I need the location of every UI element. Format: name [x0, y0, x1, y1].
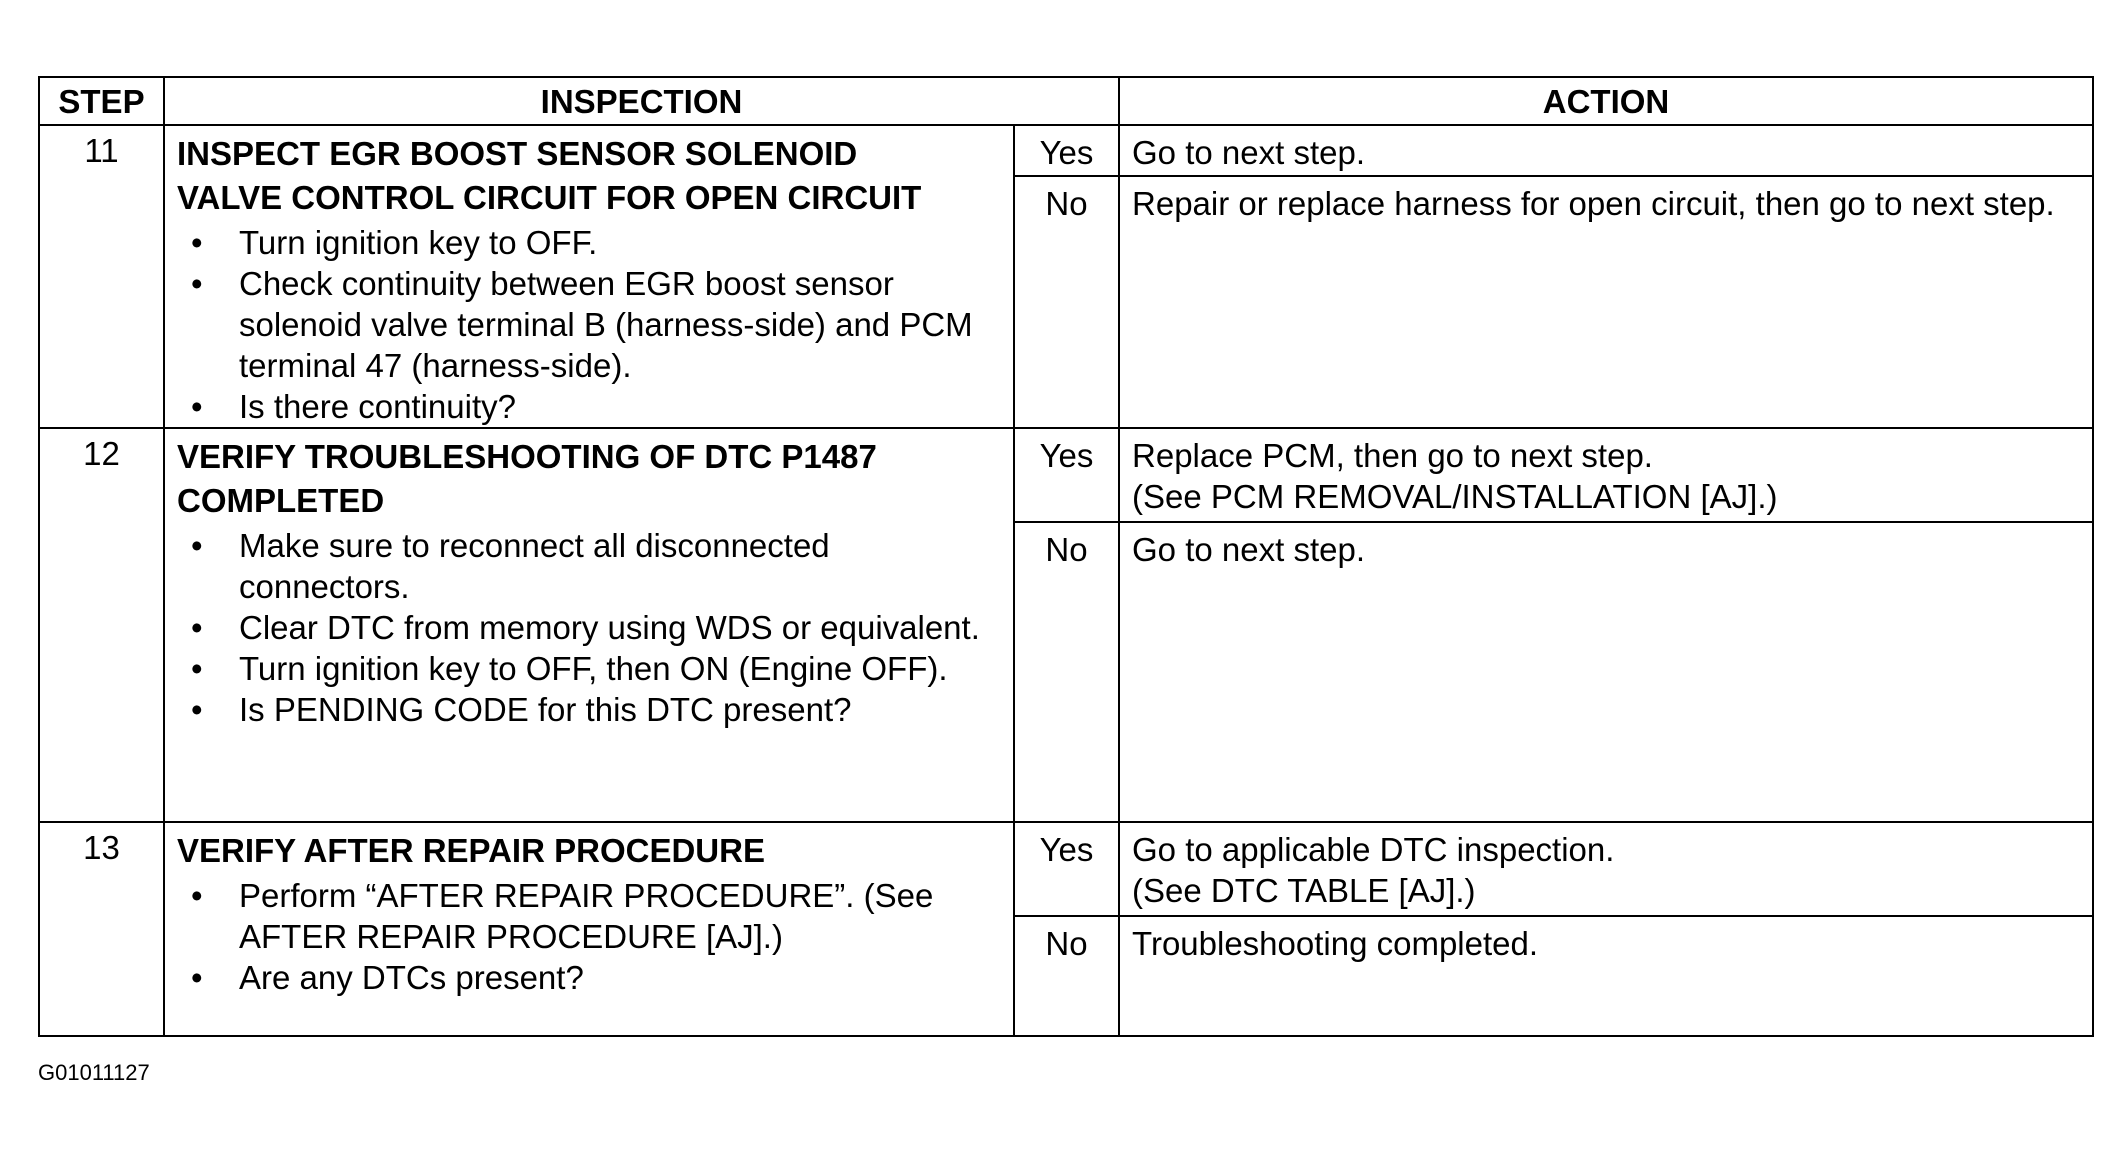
yes-label: Yes: [1014, 125, 1119, 176]
no-label: No: [1014, 916, 1119, 1036]
action-line: Replace PCM, then go to next step.: [1132, 437, 1653, 474]
no-action: [1119, 522, 2093, 822]
step-number: 11: [39, 125, 164, 428]
inspection-bullet: • Is there continuity?: [177, 386, 1003, 427]
inspection-cell: [164, 125, 1014, 428]
inspection-bullet: • Perform “AFTER REPAIR PROCEDURE”. (See AFTER REPAIR PROCEDURE [AJ].): [177, 875, 1003, 957]
yes-label: Yes: [1014, 428, 1119, 522]
inspection-title-line: VALVE CONTROL CIRCUIT FOR OPEN CIRCUIT: [177, 179, 922, 216]
inspection-cell: [164, 428, 1014, 822]
no-label: No: [1014, 522, 1119, 822]
yes-action: [1119, 125, 2093, 176]
inspection-bullet: • Clear DTC from memory using WDS or equivalent.: [177, 607, 1003, 648]
yes-label: Yes: [1014, 822, 1119, 916]
action-line: Go to next step.: [1132, 134, 1365, 171]
inspection-title: [177, 435, 1003, 523]
inspection-bullet: • Check continuity between EGR boost sensor solenoid valve terminal B (harness-side) and PCM terminal 47 (harness-side).: [177, 263, 1003, 386]
action-line: (See DTC TABLE [AJ].): [1132, 872, 1476, 909]
no-action: [1119, 176, 2093, 428]
inspection-bullet: • Make sure to reconnect all disconnected connectors.: [177, 525, 1003, 607]
inspection-bullet: • Are any DTCs present?: [177, 957, 1003, 998]
yes-action: [1119, 428, 2093, 522]
inspection-title-line: VERIFY AFTER REPAIR PROCEDURE: [177, 832, 765, 869]
action-line: Go to applicable DTC inspection.: [1132, 831, 1615, 868]
action-line: Repair or replace harness for open circuit, then go to next step.: [1132, 185, 2055, 223]
action-line: (See PCM REMOVAL/INSTALLATION [AJ].): [1132, 478, 1778, 515]
table-row: [39, 125, 2093, 176]
inspection-bullet: • Turn ignition key to OFF.: [177, 222, 1003, 263]
step-number: 12: [39, 428, 164, 822]
step-number: 13: [39, 822, 164, 1036]
inspection-title-line: COMPLETED: [177, 482, 385, 519]
action-line: Troubleshooting completed.: [1132, 925, 1539, 962]
yes-action: [1119, 822, 2093, 916]
inspection-title-line: INSPECT EGR BOOST SENSOR SOLENOID: [177, 135, 858, 172]
inspection-bullet: • Is PENDING CODE for this DTC present?: [177, 689, 1003, 730]
inspection-bullet: • Turn ignition key to OFF, then ON (Engine OFF).: [177, 648, 1003, 689]
action-header: ACTION: [1119, 77, 2093, 125]
inspection-title: [177, 132, 1003, 220]
step-header: STEP: [39, 77, 164, 125]
inspection-bullets: [177, 222, 1003, 427]
inspection-title: [177, 829, 1003, 873]
inspection-bullets: [177, 525, 1003, 730]
inspection-cell: [164, 822, 1014, 1036]
figure-code: G01011127: [38, 1060, 150, 1085]
no-action: [1119, 916, 2093, 1036]
inspection-title-line: VERIFY TROUBLESHOOTING OF DTC P1487: [177, 438, 877, 475]
troubleshooting-table: [38, 76, 2094, 1037]
action-line: Go to next step.: [1132, 531, 1365, 568]
no-label: No: [1014, 176, 1119, 428]
table-row: [39, 428, 2093, 522]
inspection-bullets: [177, 875, 1003, 998]
table-row: [39, 822, 2093, 916]
header-row: [39, 77, 2093, 125]
inspection-header: INSPECTION: [164, 77, 1119, 125]
